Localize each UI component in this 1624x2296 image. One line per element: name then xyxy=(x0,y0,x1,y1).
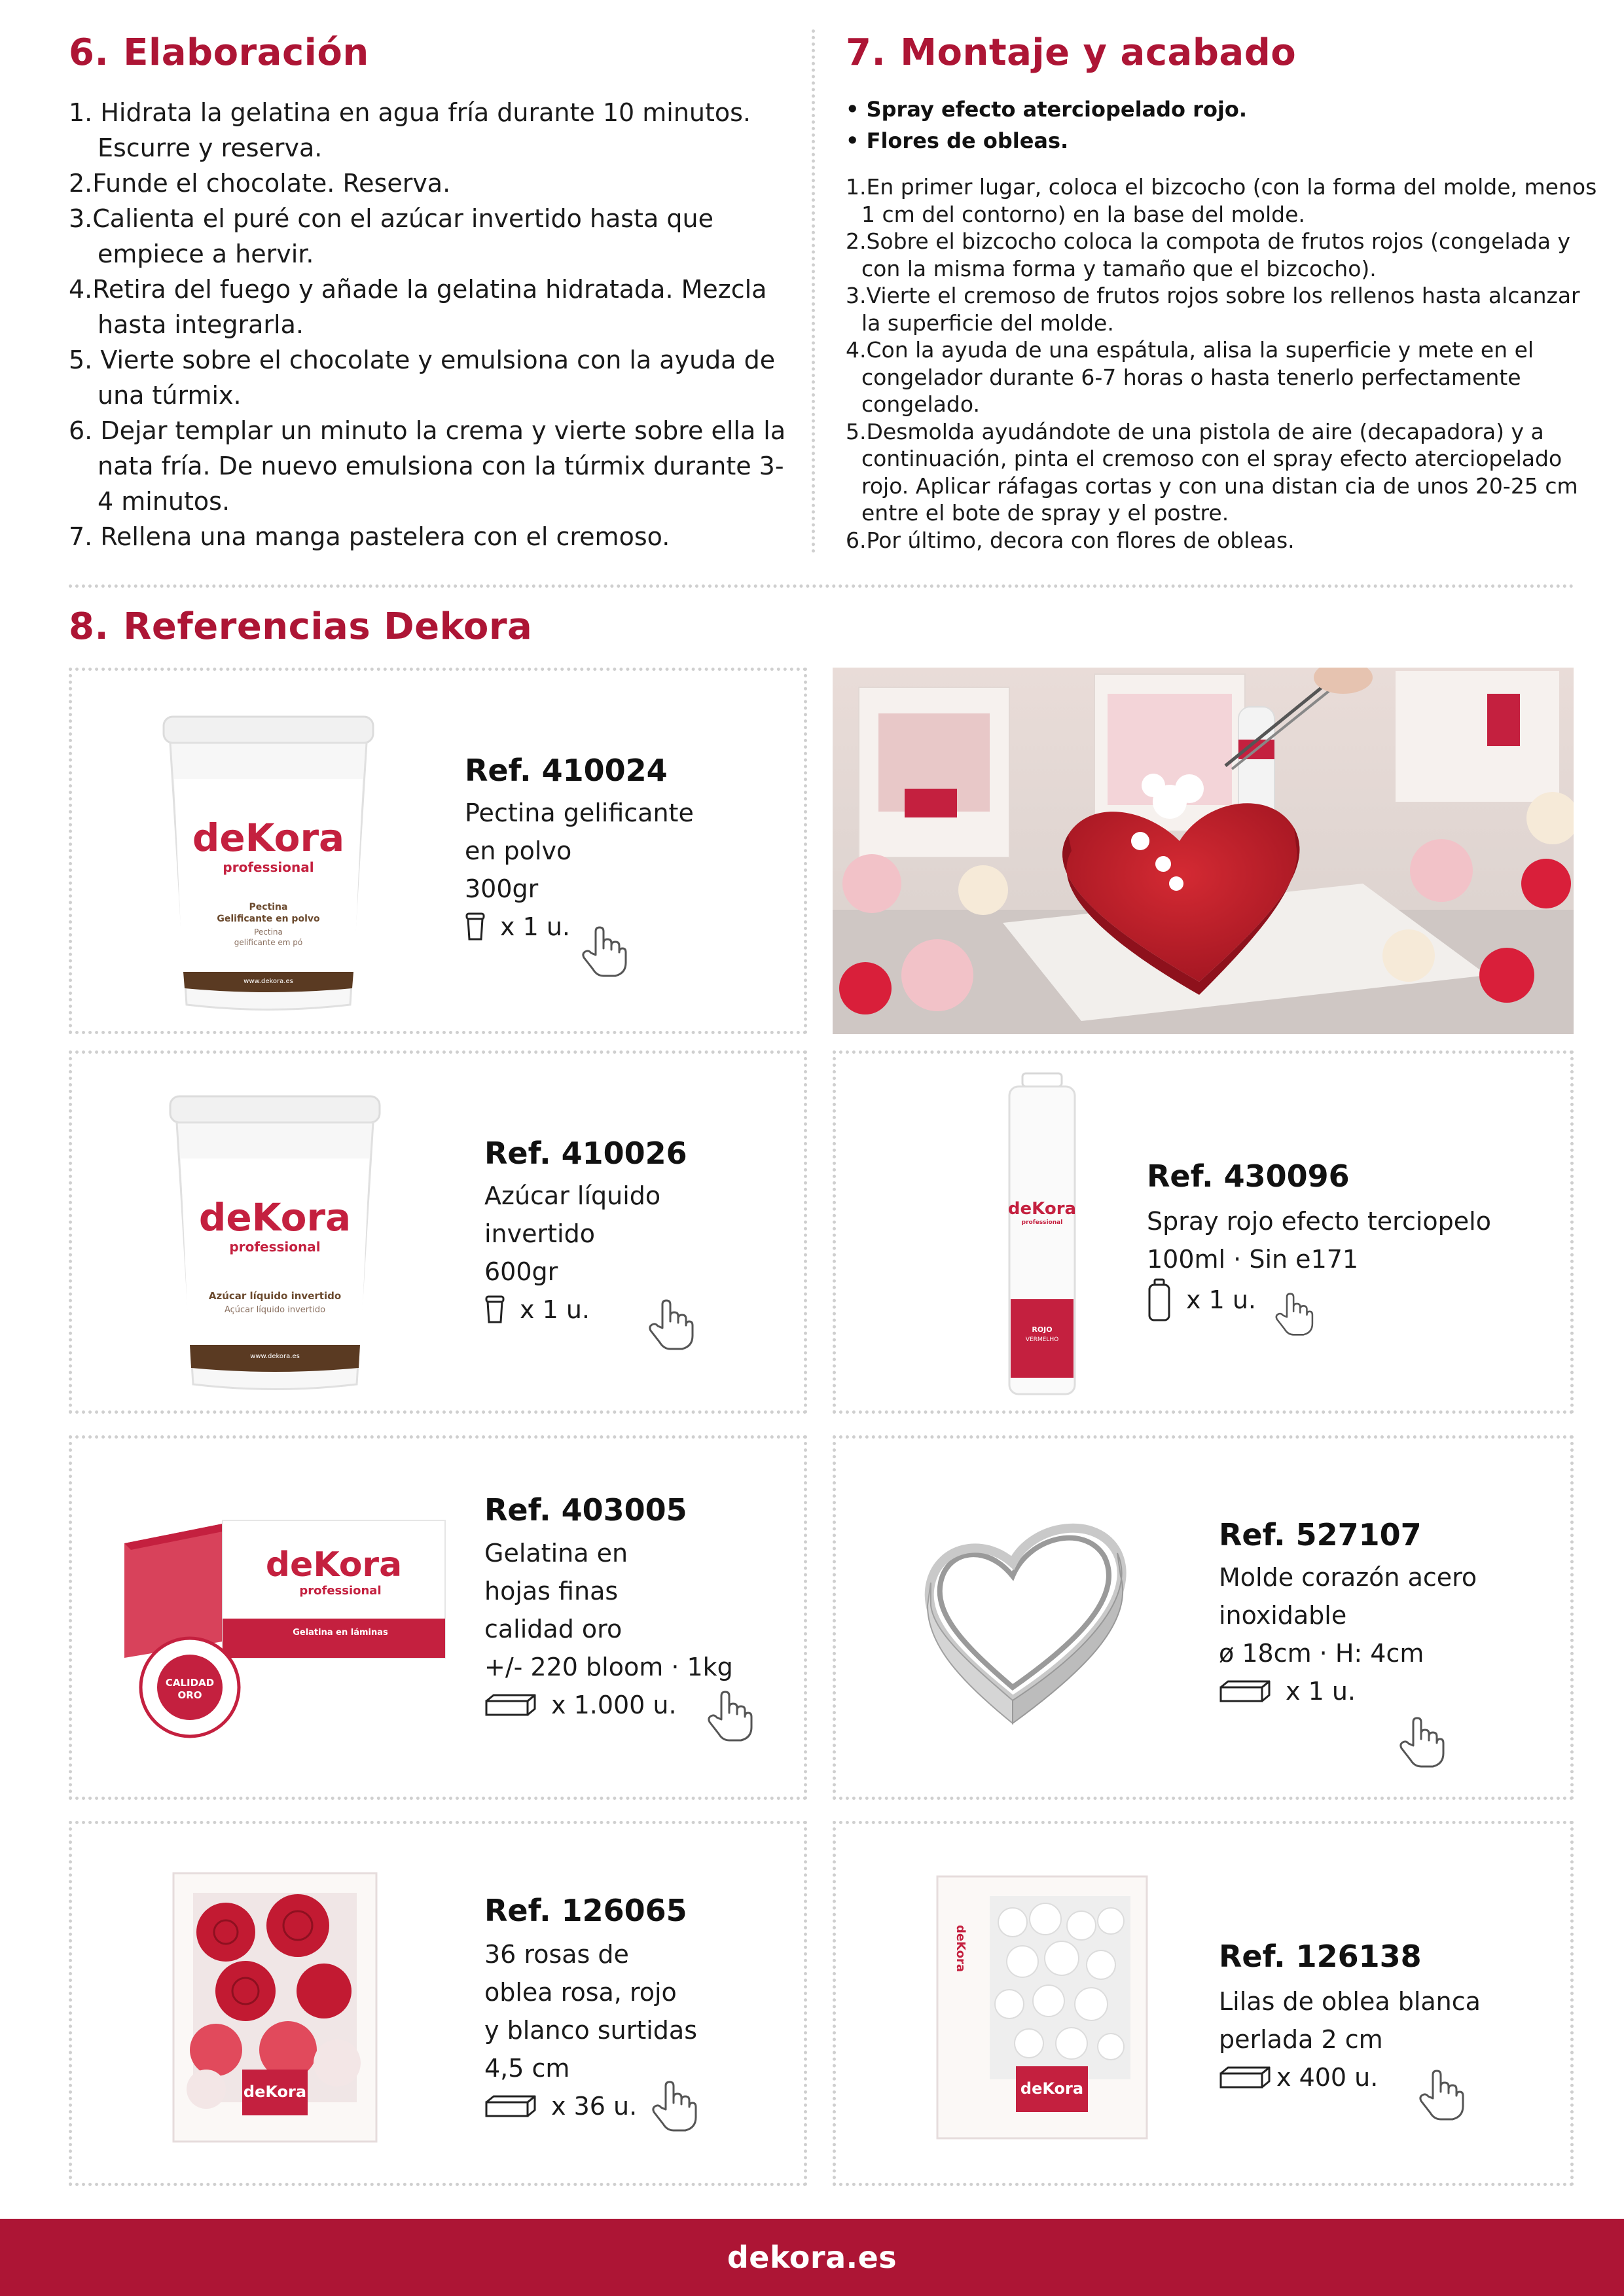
product-desc-line: perlada 2 cm xyxy=(1219,2025,1383,2054)
section-6-title xyxy=(69,31,369,74)
pointer-hand-icon[interactable] xyxy=(1274,1293,1314,1336)
product-desc-line: Spray rojo efecto terciopelo xyxy=(1147,1207,1491,1236)
footer-website-link[interactable]: dekora.es xyxy=(727,2240,897,2275)
assembly-steps xyxy=(846,173,1605,554)
red-velvet-cake-photo xyxy=(833,668,1574,1034)
box-icon xyxy=(1219,2066,1271,2089)
product-desc-line: Gelatina en xyxy=(484,1539,628,1568)
section-6-heading: Elaboración xyxy=(123,31,369,74)
finishing-ingredients xyxy=(846,94,1247,156)
azucar-logo: deKora xyxy=(198,1195,352,1240)
section-divider xyxy=(69,584,1574,588)
lilas-side-logo: deKora xyxy=(954,1924,967,1973)
product-qty-text: x 1 u. xyxy=(520,1295,590,1324)
pointer-hand-icon[interactable] xyxy=(1399,1717,1445,1768)
box-icon xyxy=(484,1693,537,1717)
product-card-430096[interactable] xyxy=(833,1050,1574,1414)
product-desc-line: calidad oro xyxy=(484,1615,623,1643)
elaboration-step: 2.Funde el chocolate. Reserva. xyxy=(69,169,451,198)
pointer-hand-icon[interactable] xyxy=(707,1691,753,1742)
azucar-label-url: www.dekora.es xyxy=(250,1353,300,1360)
product-description xyxy=(1147,1202,1491,1321)
product-desc-line: 100ml · Sin e171 xyxy=(1147,1245,1359,1274)
product-desc-line: hojas finas xyxy=(484,1577,619,1605)
section-6-number: 6. xyxy=(69,31,109,74)
azucar-label-line: Açúcar líquido invertido xyxy=(224,1305,326,1315)
finishing-ingredient: • Flores de obleas. xyxy=(846,128,1069,153)
product-card-410024[interactable] xyxy=(69,668,807,1034)
pointer-hand-icon[interactable] xyxy=(581,926,627,977)
product-desc-line: invertido xyxy=(484,1219,595,1248)
product-desc-line: Azúcar líquido xyxy=(484,1181,661,1210)
product-description xyxy=(484,1177,660,1329)
product-desc-line: y blanco surtidas xyxy=(484,2016,698,2045)
pectina-label-line: Pectina xyxy=(249,902,288,912)
gelatina-box-image xyxy=(118,1498,458,1746)
product-quantity xyxy=(484,1686,733,1724)
product-ref: Ref. 126138 xyxy=(1219,1939,1422,1974)
gelatina-seal-line: ORO xyxy=(177,1689,202,1701)
product-qty-text: x 1 u. xyxy=(1286,1677,1356,1706)
assembly-step: 5.Desmolda ayudándote de una pistola de aire (decapadora) y a continuación, pinta el cremoso con el spray efecto aterciopelado rojo. Aplicar ráfagas cortas y con una distan cia de unos 20-25 cm entre el bote de spray y el postre. xyxy=(846,418,1578,526)
pectina-label-line: Pectina xyxy=(254,927,283,937)
product-card-410026[interactable] xyxy=(69,1050,807,1414)
product-quantity xyxy=(465,908,694,946)
rosas-box-image xyxy=(167,1867,383,2148)
gelatina-logo-sub: professional xyxy=(299,1584,382,1598)
product-desc-line: en polvo xyxy=(465,836,572,865)
elaboration-step: 1. Hidrata la gelatina en agua fría durante 10 minutos. Escurre y reserva. xyxy=(69,98,751,162)
section-8-number: 8. xyxy=(69,605,109,648)
product-desc-line: ø 18cm · H: 4cm xyxy=(1219,1639,1424,1668)
product-desc-line: Lilas de oblea blanca xyxy=(1219,1987,1481,2016)
product-desc-line: oblea rosa, rojo xyxy=(484,1978,677,2007)
product-desc-line: 4,5 cm xyxy=(484,2054,570,2083)
spray-logo-sub: professional xyxy=(1021,1219,1063,1226)
product-ref: Ref. 403005 xyxy=(484,1492,687,1528)
lilas-logo: deKora xyxy=(1020,2079,1084,2098)
elaboration-step: 7. Rellena una manga pastelera con el cremoso. xyxy=(69,522,670,551)
product-card-126138[interactable] xyxy=(833,1821,1574,2186)
product-qty-text: x 36 u. xyxy=(551,2092,638,2121)
pectina-logo: deKora xyxy=(192,816,345,860)
box-icon xyxy=(484,2094,537,2118)
section-8-title xyxy=(69,605,532,648)
elaboration-step: 5. Vierte sobre el chocolate y emulsiona con la ayuda de una túrmix. xyxy=(69,346,776,410)
product-ref: Ref. 410026 xyxy=(484,1136,687,1171)
product-desc-line: +/- 220 bloom · 1kg xyxy=(484,1653,733,1681)
elaboration-step: 6. Dejar templar un minuto la crema y vierte sobre ella la nata fría. De nuevo emulsiona con la túrmix durante 3-4 minutos. xyxy=(69,416,786,516)
product-card-126065[interactable] xyxy=(69,1821,807,2186)
assembly-step: 2.Sobre el bizcocho coloca la compota de frutos rojos (congelada y con la misma forma y tamaño que el bizcocho). xyxy=(846,228,1571,281)
section-7-heading: Montaje y acabado xyxy=(900,31,1297,74)
product-quantity xyxy=(1219,1672,1477,1710)
spray-label-line: VERMELHO xyxy=(1025,1336,1059,1343)
spray-bottle-icon xyxy=(1147,1278,1172,1321)
product-card-527107[interactable] xyxy=(833,1435,1574,1800)
gelatina-seal-line: CALIDAD xyxy=(165,1677,215,1689)
spray-logo: deKora xyxy=(1007,1199,1077,1219)
product-card-403005[interactable] xyxy=(69,1435,807,1800)
cake-scene-illustration xyxy=(833,668,1574,1034)
pectina-label-url: www.dekora.es xyxy=(244,978,293,985)
pointer-hand-icon[interactable] xyxy=(651,2081,697,2132)
assembly-step: 1.En primer lugar, coloca el bizcocho (con la forma del molde, menos 1 cm del contorno) en la base del molde. xyxy=(846,174,1597,227)
pectina-label-line: gelificante em pó xyxy=(234,938,303,947)
product-desc-line: Molde corazón acero xyxy=(1219,1563,1477,1592)
gelatina-logo: deKora xyxy=(265,1545,403,1585)
gelatina-label-line: Gelatina en láminas xyxy=(293,1628,388,1638)
product-qty-text: x 400 u. xyxy=(1276,2063,1379,2092)
product-desc-line: 36 rosas de xyxy=(484,1940,629,1969)
product-description xyxy=(1219,1558,1477,1710)
product-desc-line: Pectina gelificante xyxy=(465,798,694,827)
product-desc-line: 600gr xyxy=(484,1257,558,1286)
elaboration-steps xyxy=(69,95,795,554)
product-qty-text: x 1.000 u. xyxy=(551,1691,677,1719)
elaboration-step: 4.Retira del fuego y añade la gelatina hidratada. Mezcla hasta integrarla. xyxy=(69,275,767,339)
elaboration-step: 3.Calienta el puré con el azúcar invertido hasta que empiece a hervir. xyxy=(69,204,713,268)
pectina-tub-image xyxy=(151,700,386,1014)
product-ref: Ref. 126065 xyxy=(484,1893,687,1928)
product-qty-text: x 1 u. xyxy=(1186,1285,1256,1314)
box-icon xyxy=(1219,1679,1271,1703)
spray-can-image xyxy=(1000,1070,1085,1397)
column-divider xyxy=(812,29,815,553)
azucar-label-line: Azúcar líquido invertido xyxy=(208,1290,342,1302)
section-8-heading: Referencias Dekora xyxy=(123,605,533,648)
lilas-box-image xyxy=(931,1870,1153,2145)
heart-mold-image xyxy=(908,1498,1183,1733)
product-quantity xyxy=(484,1291,660,1329)
pointer-hand-icon[interactable] xyxy=(1418,2070,1464,2121)
product-quantity xyxy=(1147,1278,1491,1321)
product-desc-line: 300gr xyxy=(465,874,539,903)
azucar-tub-image xyxy=(157,1080,393,1394)
assembly-step: 4.Con la ayuda de una espátula, alisa la superficie y mete en el congelador durante 6-7 horas o hasta tenerlo perfectamente congelado. xyxy=(846,337,1534,417)
rosas-logo: deKora xyxy=(243,2083,307,2101)
assembly-step: 3.Vierte el cremoso de frutos rojos sobre los rellenos hasta alcanzar la superficie del molde. xyxy=(846,283,1580,336)
azucar-logo-sub: professional xyxy=(229,1239,321,1255)
pectina-label-line: Gelificante en polvo xyxy=(217,914,320,924)
product-ref: Ref. 430096 xyxy=(1147,1158,1350,1194)
product-ref: Ref. 527107 xyxy=(1219,1517,1422,1552)
jar-icon xyxy=(484,1295,505,1324)
finishing-ingredient: • Spray efecto aterciopelado rojo. xyxy=(846,97,1248,122)
section-7-number: 7. xyxy=(846,31,886,74)
section-7-title xyxy=(846,31,1296,74)
assembly-step: 6.Por último, decora con flores de obleas. xyxy=(846,527,1295,553)
product-desc-line: inoxidable xyxy=(1219,1601,1347,1630)
pointer-hand-icon[interactable] xyxy=(648,1299,694,1350)
product-description xyxy=(465,794,694,946)
product-qty-text: x 1 u. xyxy=(500,912,570,941)
pectina-logo-sub: professional xyxy=(223,859,314,875)
product-description xyxy=(484,1534,733,1724)
jar-icon xyxy=(465,912,486,941)
spray-label-line: ROJO xyxy=(1032,1325,1053,1334)
product-ref: Ref. 410024 xyxy=(465,753,668,788)
footer-bar xyxy=(0,2219,1624,2296)
